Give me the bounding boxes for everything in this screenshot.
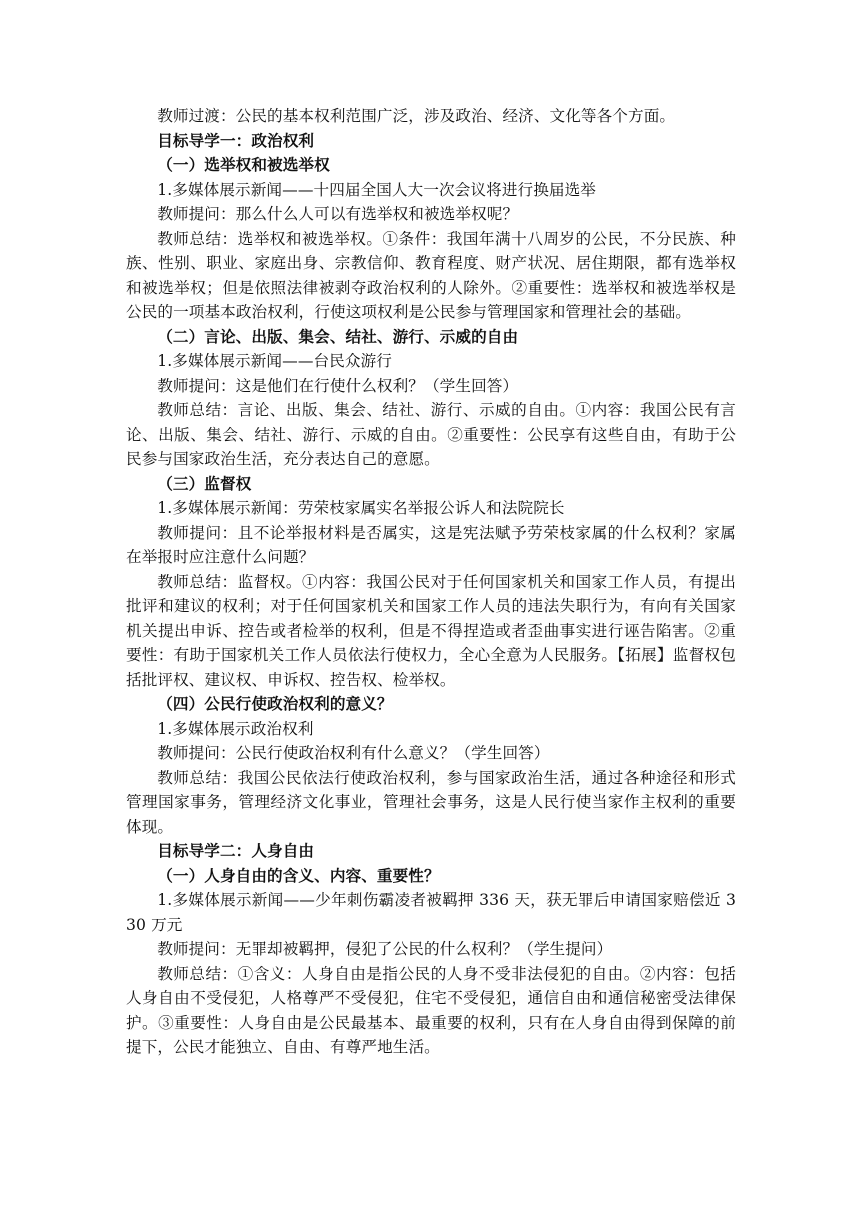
subsection-heading: （一）人身自由的含义、内容、重要性？ — [157, 865, 440, 885]
section-heading: 目标导学二：人身自由 — [157, 841, 315, 860]
subsection-heading: （一）选举权和被选举权 — [157, 155, 330, 174]
paragraph: 教师总结：监督权。①内容：我国公民对于任何国家机关和国家工作人员，有提出批评和建议的权利；对于任何国家机关和国家工作人员的违法失职行为，有向有关国家机关提出申诉、控告或者检举的权利，但是不得捏造或者歪曲事实进行诬告陷害。②重要性：有助于国家机关工作人员依法行使权力，全心全意为人民服务。【拓展】监督权包括批评权、建议权、申诉权、控告权、检举权。 — [126, 572, 736, 689]
paragraph: 1.多媒体展示新闻：劳荣枝家属实名举报公诉人和法院院长 — [157, 499, 565, 517]
paragraph: 教师总结：选举权和被选举权。①条件：我国年满十八周岁的公民，不分民族、种族、性别、职业、家庭出身、宗教信仰、教育程度、财产状况、居住期限，都有选举权和被选举权；但是依照法律被剥夺政治权利的人除外。②重要性：选举权和被选举权是公民的一项基本政治权利，行使这项权利是公民参与管理国家和管理社会的基础。 — [126, 229, 736, 321]
section-heading: 目标导学一：政治权利 — [157, 130, 315, 150]
subsection-heading: （二）言论、出版、集会、结社、游行、示威的自由 — [157, 326, 519, 346]
paragraph: 教师总结：①含义：人身自由是指公民的人身不受非法侵犯的自由。②内容：包括人身自由不受侵犯，人格尊严不受侵犯，住宅不受侵犯，通信自由和通信秘密受法律保护。③重要性：人身自由是公民最基本、最重要的权利，只有在人身自由得到保障的前提下，公民才能独立、自由、有尊严地生活。 — [126, 964, 736, 1056]
subsection-heading: （三）监督权 — [157, 473, 252, 493]
paragraph: 教师总结：言论、出版、集会、结社、游行、示威的自由。①内容：我国公民有言论、出版、集会、结社、游行、示威的自由。②重要性：公民享有这些自由，有助于公民参与国家政治生活，充分表达自己的意愿。 — [126, 401, 736, 468]
paragraph: 教师提问：那么什么人可以有选举权和被选举权呢？ — [157, 205, 519, 223]
paragraph: 教师提问：公民行使政治权利有什么意义？（学生回答） — [157, 744, 550, 762]
paragraph: 1.多媒体展示新闻——少年刺伤霸凌者被羁押 336 天，获无罪后申请国家赔偿近 330 万元 — [126, 891, 736, 934]
document-body — [126, 104, 736, 1060]
paragraph: 教师提问：且不论举报材料是否属实，这是宪法赋予劳荣枝家属的什么权利？家属在举报时应注意什么问题？ — [126, 523, 736, 566]
paragraph: 教师过渡：公民的基本权利范围广泛，涉及政治、经济、文化等各个方面。 — [157, 107, 676, 125]
subsection-heading: （四）公民行使政治权利的意义？ — [157, 694, 393, 713]
paragraph: 教师提问：无罪却被羁押，侵犯了公民的什么权利？（学生提问） — [157, 940, 613, 958]
paragraph: 1.多媒体展示政治权利 — [157, 719, 314, 738]
paragraph: 教师总结：我国公民依法行使政治权利，参与国家政治生活，通过各种途径和形式管理国家事务，管理经济文化事业，管理社会事务，这是人民行使当家作主权利的重要体现。 — [126, 768, 736, 836]
paragraph: 1.多媒体展示新闻——台民众游行 — [157, 352, 392, 370]
paragraph: 教师提问：这是他们在行使什么权利？（学生回答） — [157, 376, 519, 395]
paragraph: 1.多媒体展示新闻——十四届全国人大一次会议将进行换届选举 — [157, 180, 596, 199]
